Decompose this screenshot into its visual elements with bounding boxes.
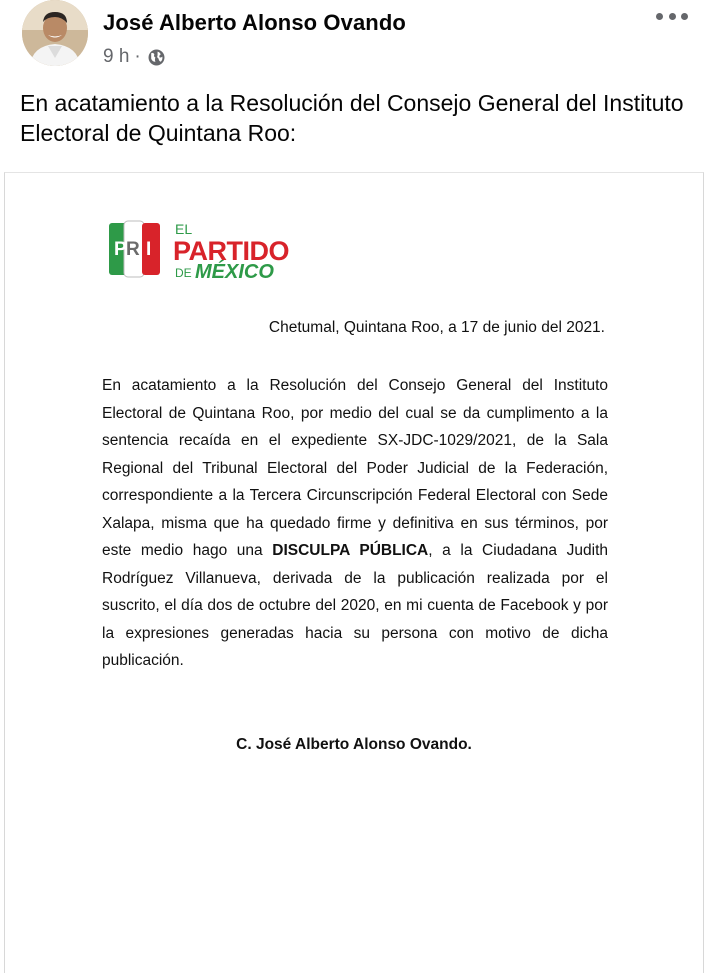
globe-icon[interactable] (148, 49, 165, 66)
post-meta (103, 46, 165, 68)
more-dot (681, 13, 688, 20)
svg-text:MÉXICO: MÉXICO (195, 261, 274, 281)
body-text-end: , a la Ciudadana Judith Rodríguez Villanueva, derivada de la publicación realizada por el suscrito, el día dos de octubre del 2020, en mi cuenta de Facebook y por la expresiones generadas hacia su persona con motivo de dicha publicación. (102, 542, 608, 669)
post-text: En acatamiento a la Resolución del Consejo General del Instituto Electoral de Quintana Roo: (20, 90, 684, 146)
document-body (102, 372, 608, 675)
document-signature: C. José Alberto Alonso Ovando. (236, 736, 472, 753)
author-name[interactable]: José Alberto Alonso Ovando (103, 10, 406, 35)
svg-text:DE: DE (175, 266, 192, 280)
document-date: Chetumal, Quintana Roo, a 17 de junio del 2021. (268, 319, 605, 336)
more-dot (669, 13, 676, 20)
post-header (0, 0, 708, 80)
body-text-start: En acatamiento a la Resolución del Consejo General del Instituto Electoral de Quintana Roo, por medio del cual se da cumplimento a la sentencia recaída en el expediente SX-JDC-1029/2021, de la Sala Regional del Tribunal Electoral del Poder Judicial de la Federación, correspondiente a la Tercera Circunscripción Federal Electoral con Sede Xalapa, misma que ha quedado firme y definitiva en sus términos, por este medio hago una (102, 377, 608, 559)
more-dot (656, 13, 663, 20)
svg-text:R: R (126, 239, 140, 260)
meta-separator: · (134, 46, 141, 67)
more-options-button[interactable] (656, 6, 688, 26)
avatar-photo (22, 0, 88, 66)
svg-text:P: P (114, 239, 127, 260)
attached-document-image[interactable] (4, 172, 704, 973)
pri-logo (109, 215, 309, 281)
avatar[interactable] (22, 0, 88, 66)
svg-text:EL: EL (175, 221, 193, 237)
svg-text:I: I (146, 239, 152, 260)
post-timestamp[interactable]: 9 h (103, 46, 130, 67)
svg-text:PARTIDO: PARTIDO (173, 236, 289, 266)
body-bold-apology: DISCULPA PÚBLICA (272, 542, 429, 559)
